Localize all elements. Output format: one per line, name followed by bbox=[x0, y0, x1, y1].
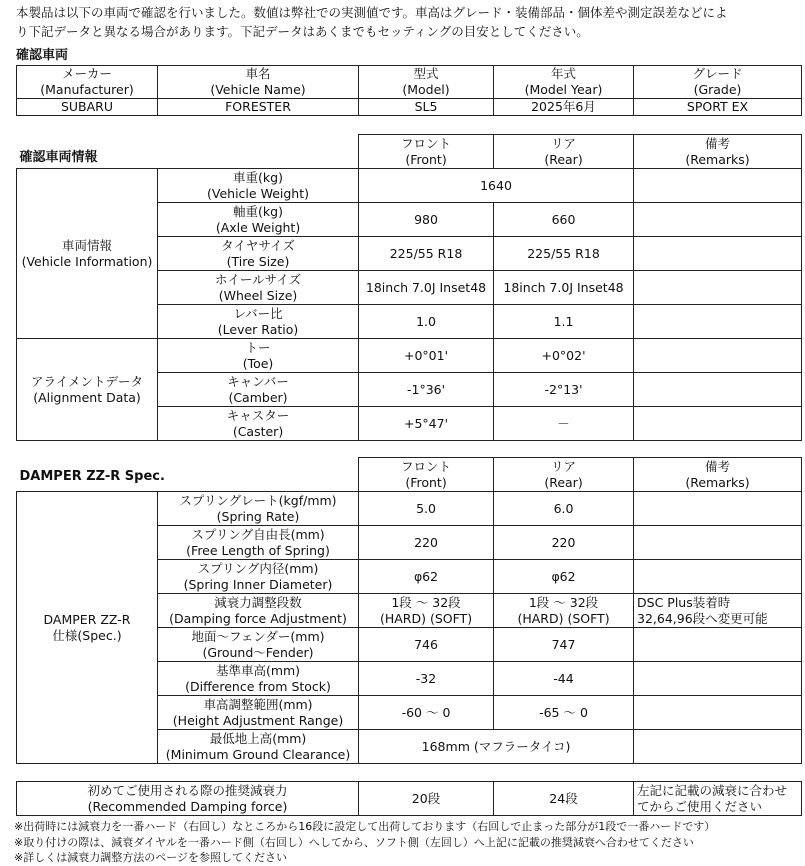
front-value: +0°01' bbox=[359, 339, 494, 373]
group-damper-spec: DAMPER ZZ-R 仕様(Spec.) bbox=[17, 492, 158, 764]
row-label: 基準車高(mm) (Difference from Stock) bbox=[158, 662, 359, 696]
front-value: 746 bbox=[359, 628, 494, 662]
header-remarks: 備考 (Remarks) bbox=[634, 458, 802, 492]
vehicle-header-row bbox=[17, 66, 802, 99]
value-manufacturer: SUBARU bbox=[17, 99, 158, 116]
row-label: レバー比 (Lever Ratio) bbox=[158, 305, 359, 339]
vehicle-value-row bbox=[17, 99, 802, 116]
front-value: -32 bbox=[359, 662, 494, 696]
recommended-rear: 24段 bbox=[494, 782, 634, 816]
front-value: φ62 bbox=[359, 560, 494, 594]
vehicle-info-table bbox=[16, 134, 802, 441]
front-value: 980 bbox=[359, 203, 494, 237]
header-vehicle-name: 車名 (Vehicle Name) bbox=[158, 66, 359, 99]
note-3: ※詳しくは減衰力調整方法のページを参照してください bbox=[14, 851, 287, 864]
row-label: 車重(kg) (Vehicle Weight) bbox=[158, 169, 359, 203]
row-label: スプリング自由長(mm) (Free Length of Spring) bbox=[158, 526, 359, 560]
front-value: 1段 〜 32段 (HARD) (SOFT) bbox=[359, 594, 494, 628]
front-value: 1.0 bbox=[359, 305, 494, 339]
info-header-row bbox=[17, 135, 802, 169]
front-value: 18inch 7.0J Inset48 bbox=[359, 271, 494, 305]
damper-header-row bbox=[17, 458, 802, 492]
recommended-damping-table bbox=[16, 781, 802, 816]
rear-value: -65 〜 0 bbox=[494, 696, 634, 730]
rear-value: 6.0 bbox=[494, 492, 634, 526]
row-label: 車高調整範囲(mm) (Height Adjustment Range) bbox=[158, 696, 359, 730]
vehicle-section-title: 確認車両 bbox=[16, 48, 69, 63]
front-value: 225/55 R18 bbox=[359, 237, 494, 271]
front-value: -60 〜 0 bbox=[359, 696, 494, 730]
note-1: ※出荷時には減衰力を一番ハード（右回し）なところから16段に設定して出荷しております（右回しで止まった部分が1段で一番ハードです） bbox=[14, 820, 716, 833]
min-ground-clearance-value: 168mm (マフラータイコ) bbox=[359, 730, 634, 764]
rear-value: 660 bbox=[494, 203, 634, 237]
damper-section-title: DAMPER ZZ-R Spec. bbox=[19, 468, 165, 484]
vehicle-weight-value: 1640 bbox=[359, 169, 634, 203]
header-grade: グレード (Grade) bbox=[634, 66, 802, 99]
value-model-year: 2025年6月 bbox=[494, 99, 634, 116]
front-value: 5.0 bbox=[359, 492, 494, 526]
intro-text bbox=[16, 3, 801, 41]
rear-value: － bbox=[494, 407, 634, 441]
front-value: 220 bbox=[359, 526, 494, 560]
rear-value: 225/55 R18 bbox=[494, 237, 634, 271]
rear-value: 747 bbox=[494, 628, 634, 662]
note-2: ※取り付けの際は、減衰ダイヤルを一番ハード側（右回し）へしてから、ソフト側（左回し）へ上記に記載の推奨減衰へ合わせてください bbox=[14, 835, 694, 849]
intro-line-1: 本製品は以下の車両で確認を行いました。数値は弊社での実測値です。車高はグレード・装備部品・個体差や測定誤差などによ bbox=[16, 5, 728, 20]
rear-value: 220 bbox=[494, 526, 634, 560]
group-vehicle-information: 車両情報 (Vehicle Information) bbox=[17, 169, 158, 339]
row-label: ホイールサイズ (Wheel Size) bbox=[158, 271, 359, 305]
row-label: 最低地上高(mm) (Minimum Ground Clearance) bbox=[158, 730, 359, 764]
row-label: 地面〜フェンダー(mm) (Ground〜Fender) bbox=[158, 628, 359, 662]
value-vehicle-name: FORESTER bbox=[158, 99, 359, 116]
row-label: スプリング内径(mm) (Spring Inner Diameter) bbox=[158, 560, 359, 594]
rear-value: 1段 〜 32段 (HARD) (SOFT) bbox=[494, 594, 634, 628]
rear-value: -2°13' bbox=[494, 373, 634, 407]
table-row bbox=[17, 492, 802, 526]
header-rear: リア (Rear) bbox=[494, 135, 634, 169]
remarks-value: DSC Plus装着時 32,64,96段へ変更可能 bbox=[634, 594, 802, 628]
front-value: +5°47' bbox=[359, 407, 494, 441]
recommended-front: 20段 bbox=[359, 782, 494, 816]
row-label: スプリングレート(kgf/mm) (Spring Rate) bbox=[158, 492, 359, 526]
row-label: トー (Toe) bbox=[158, 339, 359, 373]
row-label: 減衰力調整段数 (Damping force Adjustment) bbox=[158, 594, 359, 628]
header-rear: リア (Rear) bbox=[494, 458, 634, 492]
rear-value: 1.1 bbox=[494, 305, 634, 339]
damper-spec-table bbox=[16, 457, 802, 764]
rear-value: +0°02' bbox=[494, 339, 634, 373]
value-model: SL5 bbox=[359, 99, 494, 116]
recommended-remarks: 左記に記載の減衰に合わせ てからご使用ください bbox=[634, 782, 802, 816]
front-value: -1°36' bbox=[359, 373, 494, 407]
intro-line-2: り下記データと異なる場合があります。下記データはあくまでもセッティングの目安としてください。 bbox=[16, 24, 589, 39]
header-model-year: 年式 (Model Year) bbox=[494, 66, 634, 99]
table-row bbox=[17, 782, 802, 816]
header-front: フロント (Front) bbox=[359, 458, 494, 492]
recommended-label: 初めてご使用される際の推奨減衰力 (Recommended Damping force) bbox=[17, 782, 359, 816]
group-alignment-data: アライメントデータ (Alignment Data) bbox=[17, 339, 158, 441]
rear-value: 18inch 7.0J Inset48 bbox=[494, 271, 634, 305]
rear-value: φ62 bbox=[494, 560, 634, 594]
value-grade: SPORT EX bbox=[634, 99, 802, 116]
table-row bbox=[17, 169, 802, 203]
header-front: フロント (Front) bbox=[359, 135, 494, 169]
rear-value: -44 bbox=[494, 662, 634, 696]
table-row bbox=[17, 339, 802, 373]
row-label: キャンバー (Camber) bbox=[158, 373, 359, 407]
row-label: キャスター (Caster) bbox=[158, 407, 359, 441]
header-model: 型式 (Model) bbox=[359, 66, 494, 99]
notes bbox=[14, 819, 804, 866]
info-section-title: 確認車両情報 bbox=[19, 150, 98, 165]
vehicle-table bbox=[16, 65, 802, 116]
header-remarks: 備考 (Remarks) bbox=[634, 135, 802, 169]
row-label: タイヤサイズ (Tire Size) bbox=[158, 237, 359, 271]
row-label: 軸重(kg) (Axle Weight) bbox=[158, 203, 359, 237]
header-manufacturer: メーカー (Manufacturer) bbox=[17, 66, 158, 99]
